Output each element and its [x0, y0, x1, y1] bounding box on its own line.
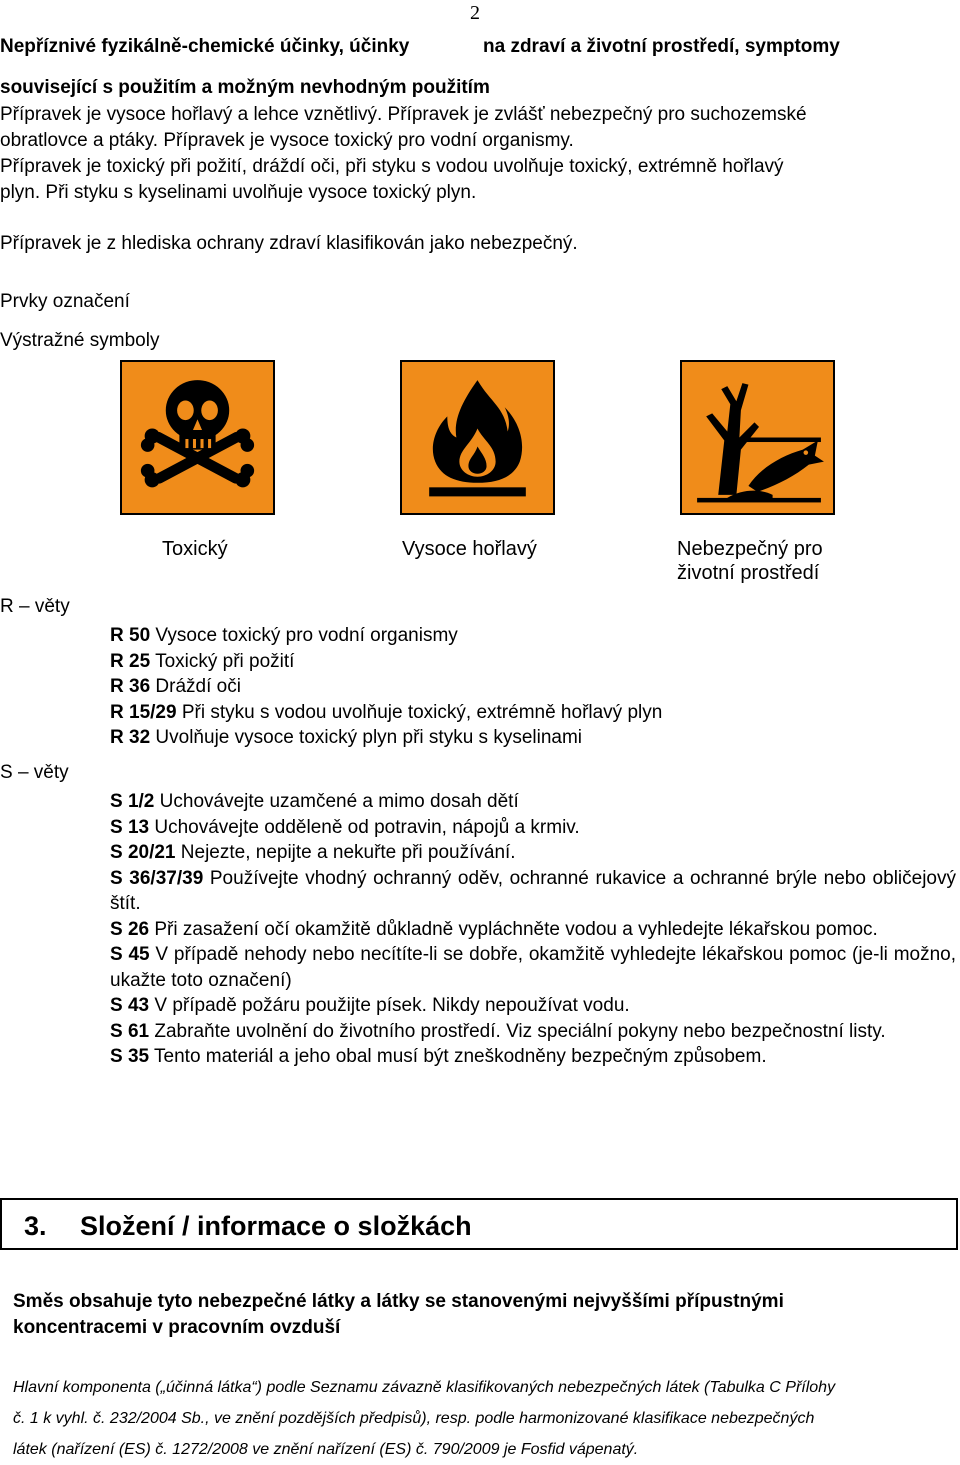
phrase-text: Tento materiál a jeho obal musí být zneškodněny bezpečným způsobem. — [149, 1046, 767, 1067]
label-elements-heading: Prvky označení — [0, 291, 130, 312]
hazard-line: Přípravek je toxický při požití, dráždí oči, při styku s vodou uvolňuje toxický, extrémně hořlavý — [0, 156, 784, 177]
r-phrase — [110, 700, 956, 726]
s-phrase — [110, 789, 956, 815]
phrase-code: S 35 — [110, 1046, 150, 1067]
s-phrases-heading: S – věty — [0, 762, 69, 783]
phrase-code: S 20/21 — [110, 842, 176, 863]
s-phrase — [110, 993, 956, 1019]
mixture-heading-line: koncentracemi v pracovním ovzduší — [13, 1317, 341, 1338]
toxic-pictogram — [120, 360, 275, 515]
classification-text: Přípravek je z hlediska ochrany zdraví klasifikován jako nebezpečný. — [0, 233, 578, 254]
note-line: látek (nařízení (ES) č. 1272/2008 ve znění nařízení (ES) č. 790/2009 je Fosfid vápenatý. — [13, 1441, 639, 1458]
phrase-code: S 36/37/39 — [110, 867, 204, 889]
phrase-text: Při styku s vodou uvolňuje toxický, extrémně hořlavý plyn — [176, 701, 663, 723]
s-phrase — [110, 942, 956, 993]
r-phrases-list — [110, 623, 956, 751]
s-phrase — [110, 840, 956, 866]
s-phrase — [110, 1044, 956, 1070]
r-phrases-heading: R – věty — [0, 596, 70, 617]
skull-crossbones-icon — [122, 362, 273, 513]
s-phrase — [110, 917, 956, 943]
flammable-caption: Vysoce hořlavý — [402, 538, 537, 560]
environment-caption-line1: Nebezpečný pro — [677, 538, 823, 560]
section-heading-line2: související s použitím a možným nevhodným použitím — [0, 77, 490, 98]
r-phrase — [110, 725, 956, 751]
phrase-code: S 61 — [110, 1020, 150, 1042]
phrase-code: S 43 — [110, 995, 150, 1016]
phrase-code: S 13 — [110, 816, 150, 838]
phrase-text: Uchovávejte uzamčené a mimo dosah dětí — [154, 791, 519, 812]
phrase-code: S 26 — [110, 918, 150, 940]
flame-icon — [402, 362, 553, 513]
phrase-code: S 45 — [110, 944, 150, 965]
mixture-heading — [13, 1289, 943, 1341]
section-title: Složení / informace o složkách — [80, 1211, 472, 1241]
phrase-code: R 36 — [110, 676, 151, 697]
phrase-text: Používejte vhodný ochranný oděv, ochranné rukavice a ochranné brýle nebo obličejový štít. — [110, 867, 956, 914]
phrase-code: R 15/29 — [110, 701, 177, 723]
dead-tree-fish-icon — [682, 362, 833, 513]
phrase-code: R 32 — [110, 727, 151, 748]
s-phrase — [110, 815, 956, 841]
hazard-line: Přípravek je vysoce hořlavý a lehce vznětlivý. Přípravek je zvlášť nebezpečný pro suchozemské — [0, 104, 807, 125]
phrase-text: Zabraňte uvolnění do životního prostředí. Viz speciální pokyny nebo bezpečnostní listy. — [149, 1020, 886, 1042]
phrase-text: Při zasažení očí okamžitě důkladně vypláchněte vodou a vyhledejte lékařskou pomoc. — [149, 918, 878, 940]
phrase-text: Uvolňuje vysoce toxický plyn při styku s kyselinami — [150, 727, 583, 748]
phrase-code: S 1/2 — [110, 791, 155, 812]
r-phrase — [110, 649, 956, 675]
main-component-note — [13, 1372, 953, 1465]
phrase-text: Toxický při požití — [150, 650, 295, 672]
warning-symbols-heading: Výstražné symboly — [0, 330, 160, 351]
s-phrase — [110, 866, 956, 917]
environment-pictogram — [680, 360, 835, 515]
phrase-text: Vysoce toxický pro vodní organismy — [150, 625, 458, 646]
mixture-heading-line: Směs obsahuje tyto nebezpečné látky a látky se stanovenými nejvyššími přípustnými — [13, 1291, 784, 1312]
toxic-caption: Toxický — [162, 538, 228, 560]
phrase-text: V případě nehody nebo necítíte-li se dobře, okamžitě vyhledejte lékařskou pomoc (je-li možno, ukažte toto označení) — [110, 944, 957, 991]
section-heading-line1-left: Nepříznivé fyzikálně-chemické účinky, účinky — [0, 36, 410, 57]
r-phrase — [110, 623, 956, 649]
phrase-text: V případě požáru použijte písek. Nikdy nepoužívat vodu. — [149, 995, 630, 1016]
flammable-pictogram — [400, 360, 555, 515]
environment-caption-line2: životní prostředí — [677, 562, 820, 584]
note-line: Hlavní komponenta („účinná látka“) podle Seznamu závazně klasifikovaných nebezpečných látek (Tabulka C Přílohy — [13, 1379, 836, 1396]
section-heading-line1-right: na zdraví a životní prostředí, symptomy — [483, 36, 840, 57]
hazard-description — [0, 102, 950, 206]
phrase-text: Dráždí oči — [150, 676, 241, 697]
note-line: č. 1 k vyhl. č. 232/2004 Sb., ve znění pozdějších předpisů), resp. podle harmonizované klasifikace nebezpečných — [13, 1410, 815, 1427]
hazard-line: obratlovce a ptáky. Přípravek je vysoce toxický pro vodní organismy. — [0, 130, 574, 151]
s-phrases-list — [110, 789, 956, 1070]
s-phrase — [110, 1019, 956, 1045]
phrase-text: Nejezte, nepijte a nekuřte při používání. — [175, 842, 516, 863]
hazard-line: plyn. Při styku s kyselinami uvolňuje vysoce toxický plyn. — [0, 182, 477, 203]
page-number: 2 — [470, 2, 480, 24]
r-phrase — [110, 674, 956, 700]
phrase-code: R 50 — [110, 625, 151, 646]
section-number: 3. — [24, 1211, 47, 1241]
phrase-text: Uchovávejte odděleně od potravin, nápojů a krmiv. — [149, 816, 580, 838]
phrase-code: R 25 — [110, 650, 151, 672]
